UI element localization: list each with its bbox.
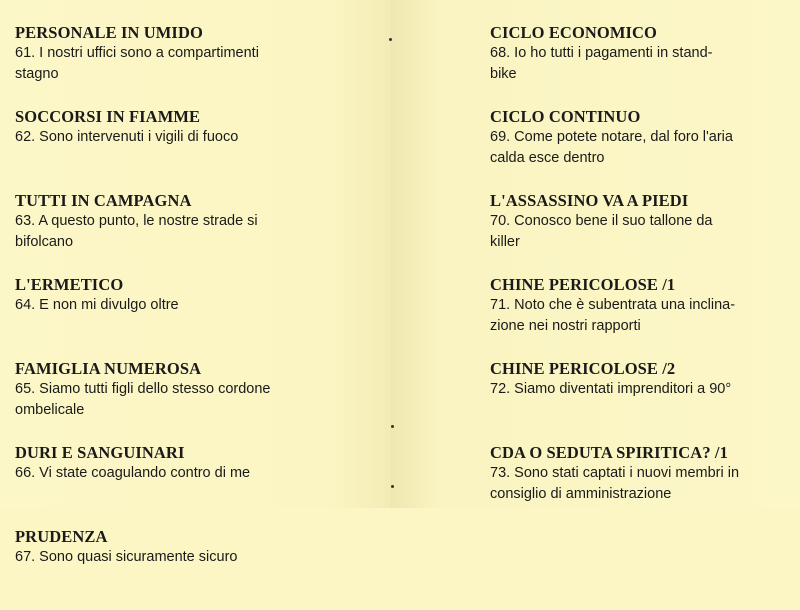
entry-text-line: 67. Sono quasi sicuramente sicuro: [15, 549, 238, 565]
joke-entry: [490, 274, 770, 358]
entry-text-line: 66. Vi state coagulando contro di me: [15, 465, 251, 481]
entry-title: FAMIGLIA NUMEROSA: [15, 359, 202, 378]
entry-text: [15, 127, 305, 148]
right-column: [490, 22, 770, 526]
joke-entry: [490, 22, 770, 106]
entry-text-line: 68. Io ho tutti i pagamenti in stand-: [490, 45, 713, 61]
left-column: [15, 22, 305, 610]
entry-text: [15, 463, 305, 484]
entry-title: CHINE PERICOLOSE /1: [490, 275, 676, 294]
joke-entry: [15, 526, 305, 610]
entry-title: DURI E SANGUINARI: [15, 443, 185, 462]
entry-text-line: stagno: [15, 65, 59, 82]
entry-text-line: 72. Siamo diventati imprenditori a 90°: [490, 381, 732, 397]
entry-text: [490, 295, 770, 336]
entry-text-line: 62. Sono intervenuti i vigili di fuoco: [15, 129, 239, 145]
entry-text: [490, 379, 770, 400]
entry-text: [15, 295, 305, 316]
entry-text: [490, 43, 770, 84]
entry-title: CICLO CONTINUO: [490, 107, 641, 126]
entry-text-line: 73. Sono stati captati i nuovi membri in: [490, 465, 740, 481]
entry-text-line: calda esce dentro: [490, 149, 605, 166]
entry-text-line: consiglio di amministrazione: [490, 485, 672, 502]
entry-text-line: zione nei nostri rapporti: [490, 317, 641, 334]
entry-text-line: bifolcano: [15, 233, 74, 250]
joke-entry: [15, 442, 305, 526]
entry-text-line: 63. A questo punto, le nostre strade si: [15, 213, 258, 229]
entry-text-line: bike: [490, 65, 517, 82]
page-mark: [389, 38, 392, 41]
entry-text: [15, 211, 305, 252]
page-mark: [391, 485, 394, 488]
entry-text: [490, 463, 770, 504]
joke-entry: [15, 358, 305, 442]
entry-title: PERSONALE IN UMIDO: [15, 23, 203, 42]
entry-text: [15, 43, 305, 84]
entry-text-line: 69. Come potete notare, dal foro l'aria: [490, 129, 733, 145]
joke-entry: [490, 442, 770, 526]
entry-text-line: 65. Siamo tutti figli dello stesso cordone: [15, 381, 271, 397]
entry-title: L'ERMETICO: [15, 275, 124, 294]
joke-entry: [490, 106, 770, 190]
entry-text: [490, 127, 770, 168]
entry-text: [490, 211, 770, 252]
page-mark: [391, 425, 394, 428]
joke-entry: [15, 274, 305, 358]
entry-text-line: 70. Conosco bene il suo tallone da: [490, 213, 713, 229]
entry-text-line: 71. Noto che è subentrata una inclina-: [490, 297, 736, 313]
entry-title: CHINE PERICOLOSE /2: [490, 359, 676, 378]
entry-text: [15, 547, 305, 568]
joke-entry: [490, 358, 770, 442]
joke-entry: [15, 106, 305, 190]
entry-title: SOCCORSI IN FIAMME: [15, 107, 201, 126]
entry-text-line: killer: [490, 233, 520, 250]
entry-title: L'ASSASSINO VA A PIEDI: [490, 191, 689, 210]
joke-entry: [15, 22, 305, 106]
entry-text-line: ombelicale: [15, 401, 85, 418]
entry-text: [15, 379, 305, 420]
entry-text-line: 61. I nostri uffici sono a compartimenti: [15, 45, 259, 61]
entry-title: PRUDENZA: [15, 527, 108, 546]
entry-title: CICLO ECONOMICO: [490, 23, 657, 42]
entry-title: CDA O SEDUTA SPIRITICA? /1: [490, 443, 728, 462]
joke-entry: [490, 190, 770, 274]
joke-entry: [15, 190, 305, 274]
entry-text-line: 64. E non mi divulgo oltre: [15, 297, 179, 313]
entry-title: TUTTI IN CAMPAGNA: [15, 191, 192, 210]
